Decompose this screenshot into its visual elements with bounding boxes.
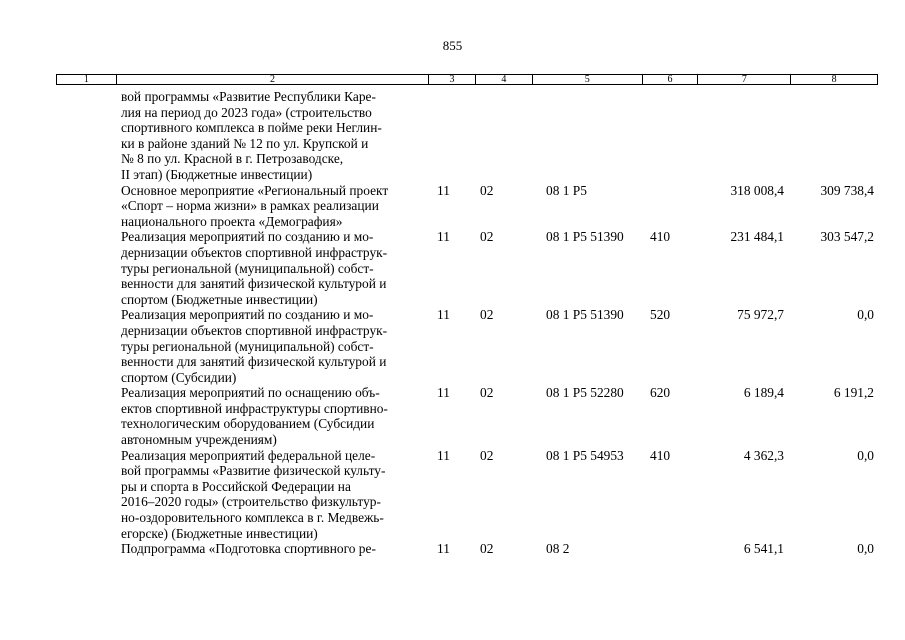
column-header-4: 4	[476, 75, 533, 84]
table-row	[0, 448, 905, 542]
description-line: егорске) (Бюджетные инвестиции)	[121, 525, 318, 541]
description-line: вой программы «Развитие Республики Каре-	[121, 89, 376, 104]
description-line: туры региональной (муниципальной) собст-	[121, 260, 374, 276]
description-line: № 8 по ул. Красной в г. Петрозаводске,	[121, 151, 344, 167]
description-line: туры региональной (муниципальной) собст-	[121, 338, 374, 354]
description-line: Подпрограмма «Подготовка спортивного ре-	[121, 541, 376, 557]
target-article-code: 08 1 P5	[546, 182, 587, 198]
target-article-code: 08 1 P5 54953	[546, 447, 624, 463]
table-row	[0, 229, 905, 307]
description-line: ры и спорта в Российской Федерации на	[121, 478, 351, 494]
section-code: 11	[437, 447, 450, 463]
description-line: Реализация мероприятий по оснащению объ-	[121, 385, 380, 401]
column-header-1: 1	[57, 75, 117, 84]
expense-type-code: 620	[650, 385, 671, 401]
description-line: спортом (Субсидии)	[121, 369, 237, 385]
target-article-code: 08 1 P5 51390	[546, 229, 624, 245]
row-description	[121, 385, 431, 447]
description-line: спортивного комплекса в пойме реки Неглин-	[121, 120, 382, 136]
description-line: но-оздоровительного комплекса в г. Медвежь-	[121, 510, 384, 526]
amount-column-8: 6 191,2	[833, 385, 874, 401]
budget-table-body	[0, 89, 905, 557]
table-header-row	[56, 74, 878, 85]
column-header-5: 5	[533, 75, 643, 84]
page-number: 855	[442, 38, 463, 53]
target-article-code: 08 1 P5 52280	[546, 385, 624, 401]
table-row	[0, 541, 905, 557]
description-line: национального проекта «Демография»	[121, 213, 343, 229]
target-article-code: 08 2	[546, 541, 570, 557]
column-header-7: 7	[698, 75, 791, 84]
amount-column-8: 0,0	[857, 541, 874, 557]
column-header-8: 8	[831, 74, 837, 85]
amount-column-7: 75 972,7	[737, 307, 784, 323]
amount-column-7: 6 189,4	[743, 385, 784, 401]
description-line: венности для занятий физической культурой и	[121, 354, 387, 370]
description-line: лия на период до 2023 года» (строительство	[121, 104, 372, 120]
target-article-code: 08 1 P5 51390	[546, 307, 624, 323]
subsection-code: 02	[480, 541, 494, 557]
row-description	[121, 307, 431, 385]
description-line: 2016–2020 годы» (строительство физкультур-	[121, 494, 381, 510]
amount-column-7: 318 008,4	[730, 182, 784, 198]
row-description	[121, 541, 431, 557]
row-description	[121, 183, 431, 230]
description-line: автономным учреждениям)	[121, 432, 277, 448]
description-line: Реализация мероприятий федеральной целе-	[121, 447, 376, 463]
description-line: II этап) (Бюджетные инвестиции)	[121, 166, 313, 182]
section-code: 11	[437, 307, 450, 323]
description-line: дернизации объектов спортивной инфраструк-	[121, 322, 388, 338]
description-line: «Спорт – норма жизни» в рамках реализации	[121, 198, 379, 214]
table-row	[0, 89, 905, 183]
expense-type-code: 410	[650, 229, 671, 245]
description-line: спортом (Бюджетные инвестиции)	[121, 291, 318, 307]
column-header-3: 3	[429, 75, 476, 84]
row-description	[121, 229, 431, 307]
amount-column-7: 6 541,1	[743, 541, 784, 557]
amount-column-7: 4 362,3	[743, 447, 784, 463]
description-line: ектов спортивной инфраструктуры спортивно-	[121, 400, 388, 416]
row-description	[121, 448, 431, 542]
description-line: венности для занятий физической культурой и	[121, 276, 387, 292]
section-code: 11	[437, 182, 450, 198]
section-code: 11	[437, 541, 450, 557]
description-line: технологическим оборудованием (Субсидии	[121, 416, 375, 432]
column-header-6: 6	[643, 75, 699, 84]
description-line: ки в районе зданий № 12 по ул. Крупской и	[121, 135, 369, 151]
description-line: вой программы «Развитие физической культу-	[121, 463, 386, 479]
subsection-code: 02	[480, 229, 494, 245]
table-row	[0, 385, 905, 447]
subsection-code: 02	[480, 182, 494, 198]
description-line: Реализация мероприятий по созданию и мо-	[121, 229, 374, 245]
table-row	[0, 307, 905, 385]
amount-column-8: 0,0	[857, 447, 874, 463]
description-line: дернизации объектов спортивной инфраструк-	[121, 244, 388, 260]
amount-column-8: 303 547,2	[820, 229, 874, 245]
amount-column-8: 309 738,4	[820, 182, 874, 198]
row-description	[121, 89, 431, 183]
expense-type-code: 410	[650, 447, 671, 463]
expense-type-code: 520	[650, 307, 671, 323]
section-code: 11	[437, 229, 450, 245]
subsection-code: 02	[480, 307, 494, 323]
amount-column-8: 0,0	[857, 307, 874, 323]
description-line: Реализация мероприятий по созданию и мо-	[121, 307, 374, 323]
subsection-code: 02	[480, 447, 494, 463]
amount-column-7: 231 484,1	[730, 229, 784, 245]
section-code: 11	[437, 385, 450, 401]
subsection-code: 02	[480, 385, 494, 401]
column-header-2: 2	[117, 75, 429, 84]
table-row	[0, 183, 905, 230]
description-line: Основное мероприятие «Региональный проект	[121, 182, 389, 198]
